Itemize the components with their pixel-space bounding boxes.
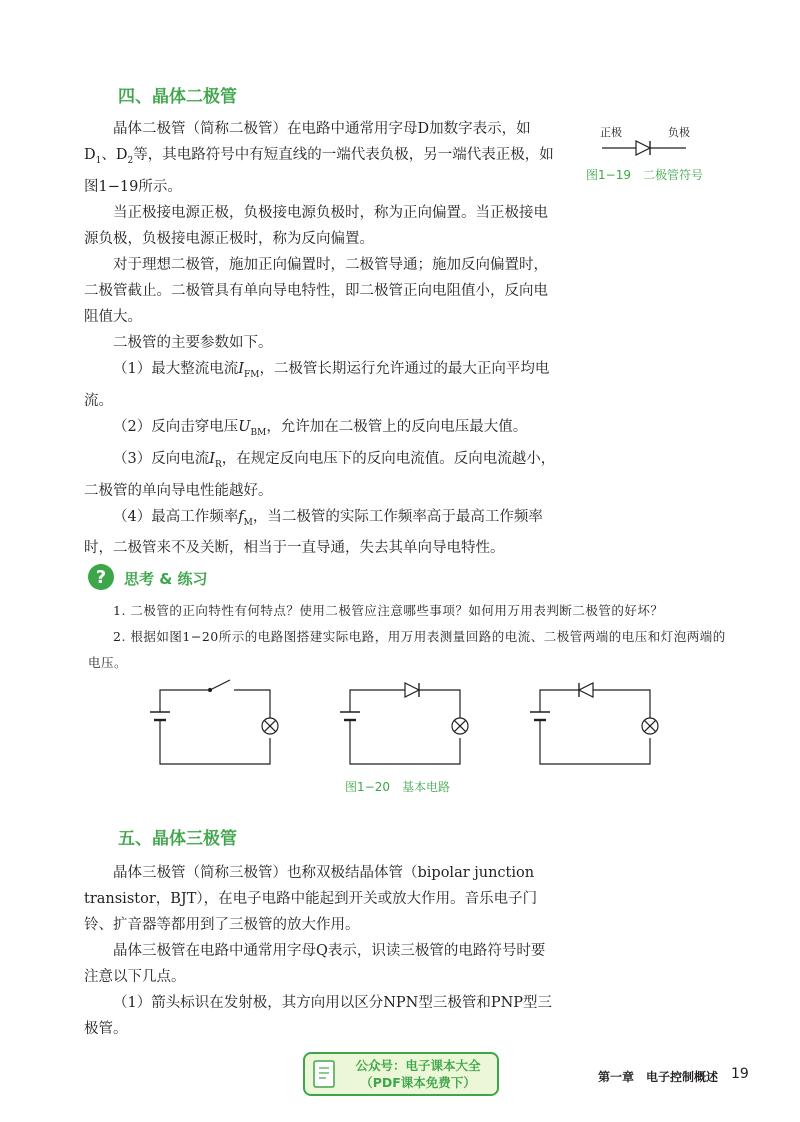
watermark-line-2: （PDF课本免费下） [360, 1075, 476, 1090]
param-fm: （4）最高工作频率$f_M$，当二极管的实际工作频率高于最高工作频率时，二极管来不及关断，相当于一直导通，失去其单向导电特性。 [84, 508, 543, 557]
paragraph-transistor-intro: 晶体三极管（简称三极管）也称双极结晶体管（bipolar junction transistor，BJT），在电子电路中能起到开关或放大作用。音乐电子门铃、扩音器等都用到了三极管的放大作用。 [84, 865, 538, 933]
paragraph-bias: 当正极接电源正极，负极接电源负极时，称为正向偏置。当正极接电源负极，负极接电源正极时，称为反向偏置。 [84, 204, 548, 247]
think-practice-title: 思考 & 练习 [124, 570, 208, 588]
paragraph-ideal-diode: 对于理想二极管，施加正向偏置时，二极管导通；施加反向偏置时，二极管截止。二极管具有单向导电特性，即二极管正向电阻值小，反向电阻值大。 [84, 256, 548, 325]
figure-1-20-circuits [140, 676, 670, 776]
diode-cathode-label: 负极 [668, 126, 690, 139]
circuit-reverse-diode [530, 683, 658, 764]
question-icon: ? [88, 564, 114, 590]
exercise-list [88, 598, 728, 676]
param-ir: （3）反向电流$I_R$，在规定反向电压下的反向电流值。反向电流越小，二极管的单向导电性能越好。 [84, 450, 556, 499]
param-ubm: （2）反向击穿电压$U_{BM}$，允许加在二极管上的反向电压最大值。 [113, 418, 528, 438]
exercise-1: 1. 二极管的正向特性有何特点？使用二极管应注意哪些事项？如何用万用表判断二极管的好坏？ [113, 603, 664, 618]
paragraph-params-intro: 二极管的主要参数如下。 [113, 334, 273, 351]
section-5-title: 五、晶体三极管 [118, 829, 237, 849]
exercise-2: 2. 根据如图1−20所示的电路图搭建实际电路，用万用表测量回路的电流、二极管两端的电压和灯泡两端的电压。 [88, 629, 726, 670]
book-logo-icon [311, 1058, 339, 1090]
paragraph-diode-intro: 晶体二极管（简称二极管）在电路中通常用字母D加数字表示，如$D_1$、$D_2$等，其电路符号中有短直线的一端代表负极，另一端代表正极，如图1−19所示。 [84, 121, 554, 195]
page-number: 19 [731, 1066, 749, 1082]
circuit-forward-diode [340, 683, 468, 764]
section-4-title: 四、晶体二极管 [118, 87, 237, 107]
figure-1-19-caption: 图1−19 二极管符号 [586, 168, 703, 182]
section-4-body [84, 116, 556, 561]
paragraph-transistor-arrow: （1）箭头标识在发射极，其方向用以区分NPN型三极管和PNP型三极管。 [84, 995, 553, 1037]
watermark-line-1: 公众号：电子课本大全 [355, 1058, 481, 1073]
figure-1-20-caption: 图1−20 基本电路 [345, 780, 450, 794]
paragraph-transistor-symbol: 晶体三极管在电路中通常用字母Q表示，识读三极管的电路符号时要注意以下几点。 [84, 943, 546, 985]
watermark-text [339, 1057, 497, 1091]
footer-chapter: 第一章 电子控制概述 [598, 1070, 719, 1084]
section-5-body [84, 860, 556, 1042]
diode-symbol-icon [600, 138, 700, 158]
diode-anode-label: 正极 [600, 126, 622, 139]
param-ifm: （1）最大整流电流$I_{FM}$，二极管长期运行允许通过的最大正向平均电流。 [84, 360, 550, 409]
watermark-banner [303, 1052, 499, 1096]
circuit-switch [150, 680, 278, 764]
